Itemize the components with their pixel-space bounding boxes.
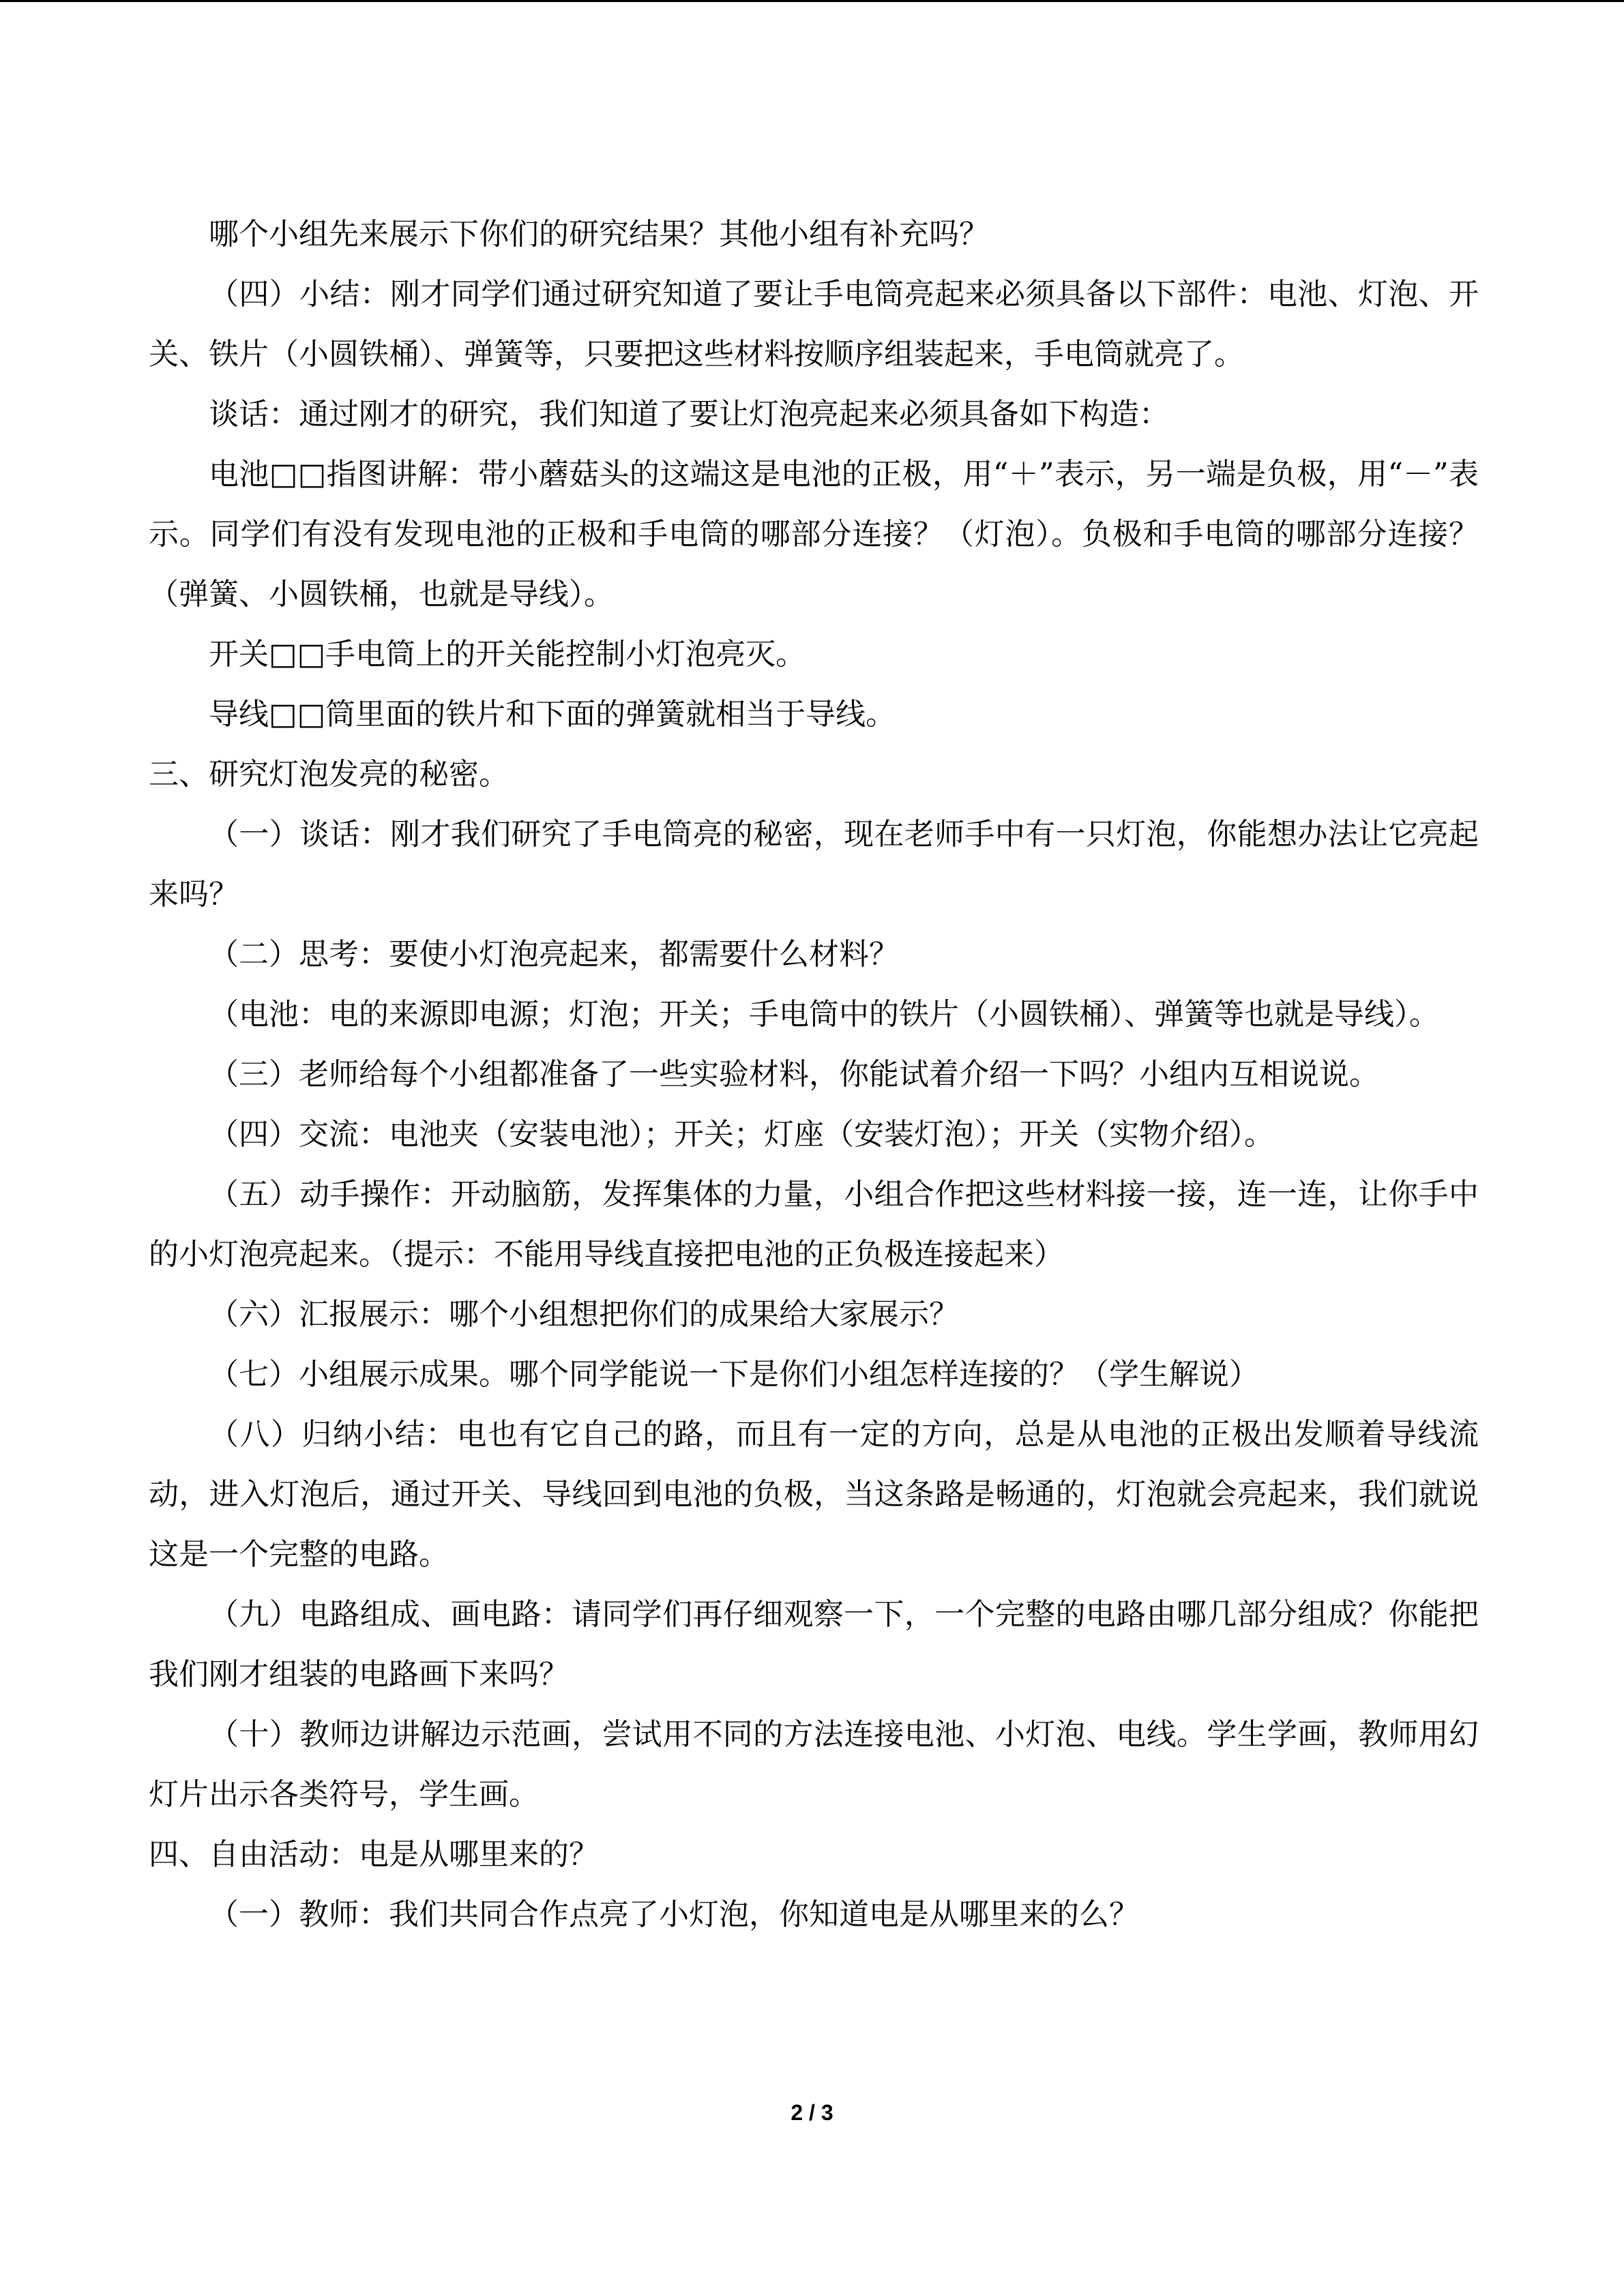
paragraph: 谈话：通过刚才的研究，我们知道了要让灯泡亮起来必须具备如下构造： — [209, 397, 1169, 432]
paragraph: （五）动手操作：开动脑筋，发挥集体的力量，小组合作把这些材料接一接，连一连，让你手中的小灯泡亮起来。（提示：不能用导线直接把电池的正负极连接起来） — [149, 1177, 1479, 1272]
paragraph: （四）交流：电池夹（安装电池）；开关；灯座（安装灯泡）；开关（实物介绍）。 — [209, 1117, 1274, 1152]
page-top-border — [0, 0, 1624, 2]
paragraph: （一）教师：我们共同合作点亮了小灯泡，你知道电是从哪里来的么？ — [209, 1897, 1139, 1932]
section-heading: 四、自由活动：电是从哪里来的？ — [149, 1837, 599, 1872]
paragraph: （四）小结：刚才同学们通过研究知道了要让手电筒亮起来必须具备以下部件：电池、灯泡、开关、铁片（小圆铁桶）、弹簧等，只要把这些材料按顺序组装起来，手电筒就亮了。 — [149, 277, 1479, 372]
paragraph: （七）小组展示成果。哪个同学能说一下是你们小组怎样连接的？（学生解说） — [209, 1357, 1259, 1392]
paragraph: 电池□□指图讲解：带小蘑菇头的这端这是电池的正极，用“＋”表示，另一端是负极，用“－”表示。同学们有没有发现电池的正极和手电筒的哪部分连接？（灯泡）。负极和手电筒的哪部分连接？（弹簧、小圆铁桶，也就是导线）。 — [149, 457, 1479, 612]
paragraph: （电池：电的来源即电源；灯泡；开关；手电筒中的铁片（小圆铁桶）、弹簧等也就是导线）。 — [209, 997, 1439, 1032]
page-number: 2 / 3 — [791, 2100, 833, 2125]
paragraph: （九）电路组成、画电路：请同学们再仔细观察一下，一个完整的电路由哪几部分组成？你能把我们刚才组装的电路画下来吗？ — [149, 1597, 1479, 1692]
section-heading: 三、研究灯泡发亮的秘密。 — [149, 757, 509, 792]
paragraph: （八）归纳小结：电也有它自己的路，而且有一定的方向，总是从电池的正极出发顺着导线流动，进入灯泡后，通过开关、导线回到电池的负极，当这条路是畅通的，灯泡就会亮起来，我们就说这是一个完整的电路。 — [149, 1417, 1479, 1572]
document-body — [149, 205, 1479, 1945]
paragraph: （十）教师边讲解边示范画，尝试用不同的方法连接电池、小灯泡、电线。学生学画，教师用幻灯片出示各类符号，学生画。 — [149, 1717, 1479, 1812]
paragraph: （一）谈话：刚才我们研究了手电筒亮的秘密，现在老师手中有一只灯泡，你能想办法让它亮起来吗？ — [149, 817, 1479, 912]
paragraph: 哪个小组先来展示下你们的研究结果？其他小组有补充吗？ — [209, 217, 989, 252]
paragraph: （二）思考：要使小灯泡亮起来，都需要什么材料？ — [209, 937, 899, 972]
paragraph: （六）汇报展示：哪个小组想把你们的成果给大家展示？ — [209, 1297, 959, 1332]
paragraph: 开关□□手电筒上的开关能控制小灯泡亮灭。 — [209, 637, 806, 672]
paragraph: 导线□□筒里面的铁片和下面的弹簧就相当于导线。 — [209, 697, 896, 732]
paragraph: （三）老师给每个小组都准备了一些实验材料，你能试着介绍一下吗？小组内互相说说。 — [209, 1057, 1379, 1092]
